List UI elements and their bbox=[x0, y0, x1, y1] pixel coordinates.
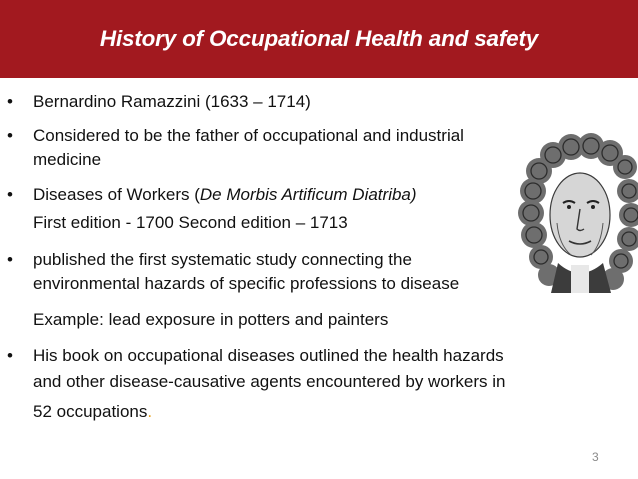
example-line: Example: lead exposure in potters and painters bbox=[33, 310, 389, 329]
bullet-ramazzini-name: Bernardino Ramazzini (1633 – 1714) bbox=[33, 92, 311, 111]
bullet-book-line1: His book on occupational diseases outlined the health hazards bbox=[33, 346, 504, 365]
occupations-text: 52 occupations bbox=[33, 402, 148, 421]
bullet-father-line1: Considered to be the father of occupational and industrial bbox=[33, 126, 464, 145]
page-number: 3 bbox=[592, 450, 599, 464]
bullet-marker: • bbox=[7, 92, 13, 111]
bullet-marker: • bbox=[7, 346, 13, 365]
bullet-book-line3 bbox=[33, 402, 152, 422]
bullet-marker: • bbox=[7, 126, 13, 145]
bullet-study-line1: published the first systematic study connecting the bbox=[33, 250, 412, 269]
latin-title: De Morbis Artificum Diatriba) bbox=[199, 185, 417, 204]
bullet-book-line2: and other disease-causative agents encountered by workers in bbox=[33, 372, 506, 391]
accent-period: . bbox=[147, 402, 153, 421]
bullet-marker: • bbox=[7, 250, 13, 269]
bullet-diseases-workers bbox=[33, 185, 417, 205]
slide-title: History of Occupational Health and safety bbox=[99, 26, 539, 51]
bullet-father-line2: medicine bbox=[33, 150, 102, 169]
bullet-marker: • bbox=[7, 185, 13, 204]
portrait-image bbox=[513, 133, 638, 293]
editions-line: First edition - 1700 Second edition – 1713 bbox=[33, 213, 348, 232]
diseases-text: Diseases of Workers ( bbox=[33, 185, 200, 204]
bullet-study-line2: environmental hazards of specific professions to disease bbox=[33, 274, 460, 293]
